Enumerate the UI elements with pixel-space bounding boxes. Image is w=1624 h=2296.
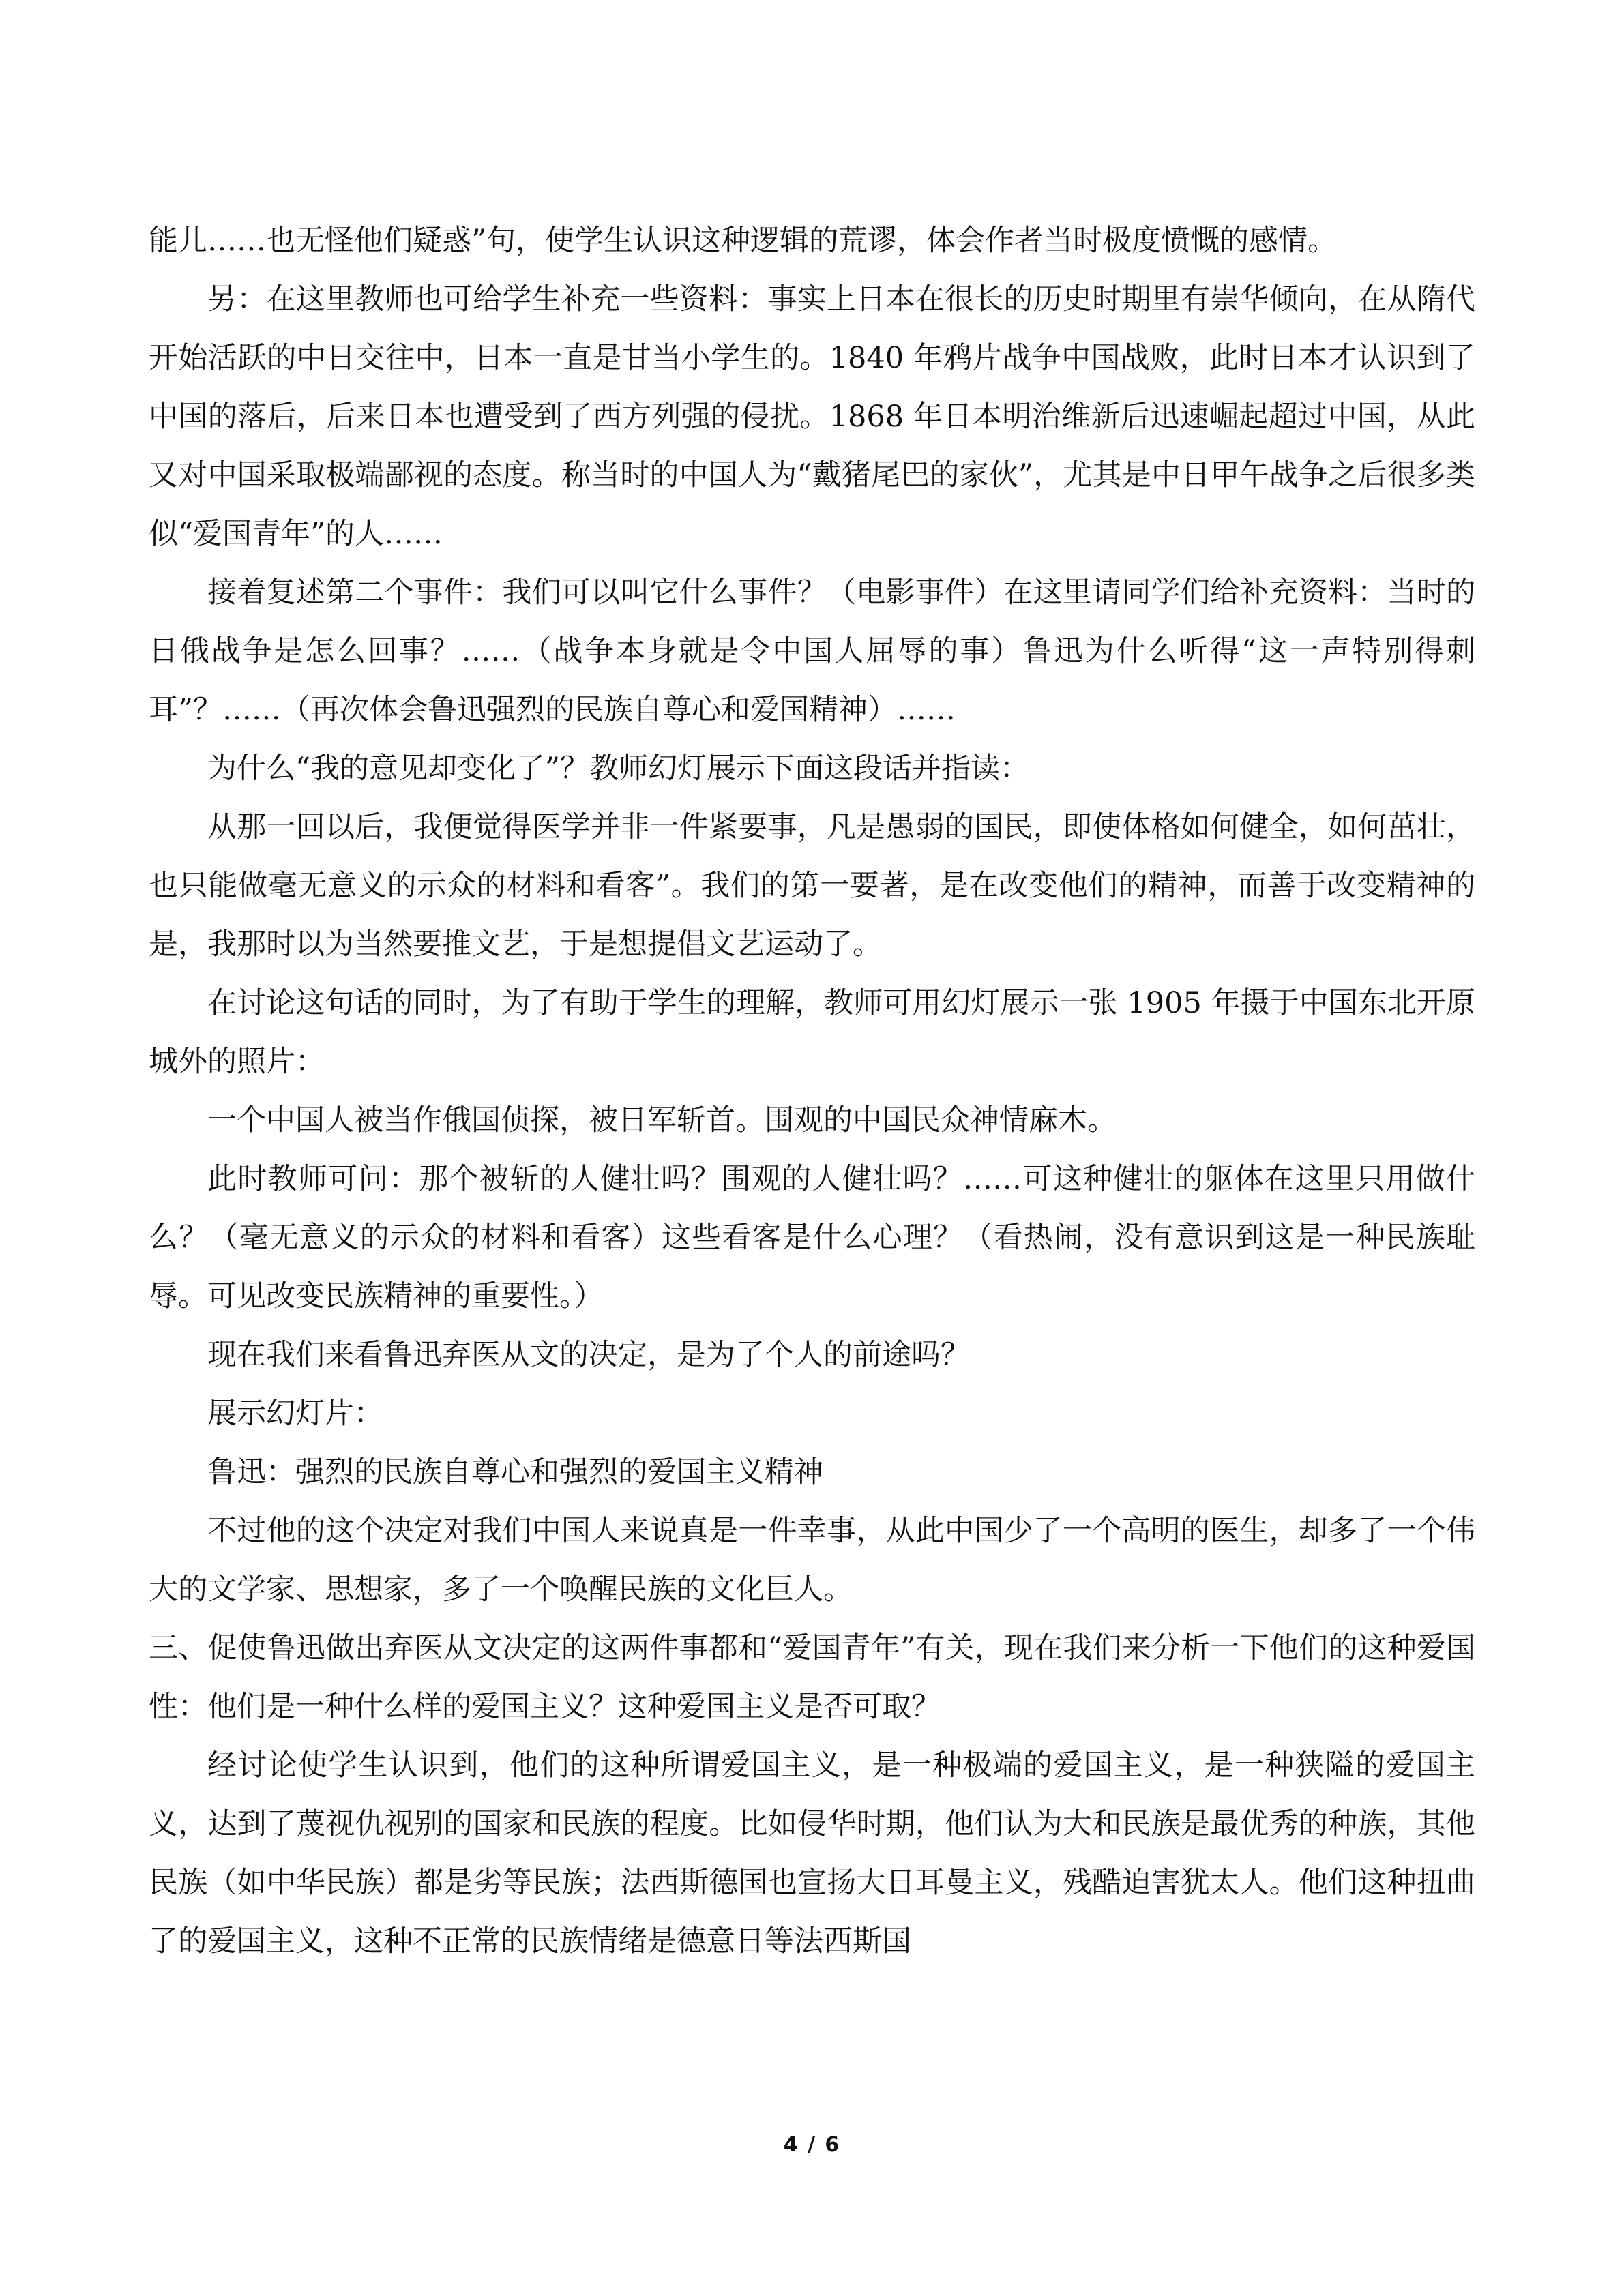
- paragraph-discussion: 经讨论使学生认识到，他们的这种所谓爱国主义，是一种极端的爱国主义，是一种狭隘的爱国主义，达到了蔑视仇视别的国家和民族的程度。比如侵华时期，他们认为大和民族是最优秀的种族，其他民族（如中华民族）都是劣等民族；法西斯德国也宣扬大日耳曼主义，残酷迫害犹太人。他们这种扭曲了的爱国主义，这种不正常的民族情绪是德意日等法西斯国: [149, 1748, 1475, 1958]
- paragraph-second-event: 接着复述第二个事件：我们可以叫它什么事件？（电影事件）在这里请同学们给补充资料：当时的日俄战争是怎么回事？……（战争本身就是令中国人屈辱的事）鲁迅为什么听得“这一声特别得刺耳”？……（再次体会鲁迅强烈的民族自尊心和爱国精神）……: [149, 576, 1475, 727]
- paragraph-fortunate-decision: 不过他的这个决定对我们中国人来说真是一件幸事，从此中国少了一个高明的医生，却多了一个伟大的文学家、思想家，多了一个唤醒民族的文化巨人。: [149, 1514, 1475, 1607]
- paragraph-continuation: 能儿……也无怪他们疑惑”句，使学生认识这种逻辑的荒谬，体会作者当时极度愤慨的感情。: [149, 224, 1337, 258]
- section-three-heading: 三、促使鲁迅做出弃医从文决定的这两件事都和“爱国青年”有关，现在我们来分析一下他们的这种爱国性：他们是一种什么样的爱国主义？这种爱国主义是否可取？: [149, 1631, 1475, 1724]
- paragraph-opinion-change: 为什么“我的意见却变化了”？教师幻灯展示下面这段话并指读：: [207, 751, 1029, 786]
- paragraph-photo-intro: 在讨论这句话的同时，为了有助于学生的理解，教师可用幻灯展示一张 1905 年摄于中国东北开原城外的照片：: [149, 986, 1475, 1079]
- paragraph-slide-label: 展示幻灯片：: [207, 1397, 383, 1431]
- paragraph-teacher-question: 此时教师可问：那个被斩的人健壮吗？围观的人健壮吗？……可这种健壮的躯体在这里只用做什么？（毫无意义的示众的材料和看客）这些看客是什么心理？（看热闹，没有意识到这是一种民族耻辱。可见改变民族精神的重要性。）: [149, 1162, 1475, 1313]
- paragraph-decision-question: 现在我们来看鲁迅弃医从文的决定，是为了个人的前途吗？: [207, 1338, 970, 1372]
- paragraph-supplement-history: 另：在这里教师也可给学生补充一些资料：事实上日本在很长的历史时期里有崇华倾向，在从隋代开始活跃的中日交往中，日本一直是甘当小学生的。1840 年鸦片战争中国战败，此时日本才认识到了中国的落后，后来日本也遭受到了西方列强的侵扰。1868 年日本明治维新后迅速崛起超过中国，从此又对中国采取极端鄙视的态度。称当时的中国人为“戴猪尾巴的家伙”，尤其是中日甲午战争之后很多类似“爱国青年”的人……: [149, 282, 1475, 551]
- paragraph-quote: 从那一回以后，我便觉得医学并非一件紧要事，凡是愚弱的国民，即使体格如何健全，如何茁壮，也只能做毫无意义的示众的材料和看客”。我们的第一要著，是在改变他们的精神，而善于改变精神的是，我那时以为当然要推文艺，于是想提倡文艺运动了。: [149, 810, 1475, 961]
- paragraph-slide-content: 鲁迅：强烈的民族自尊心和强烈的爱国主义精神: [207, 1455, 823, 1489]
- paragraph-photo-caption: 一个中国人被当作俄国侦探，被日军斩首。围观的中国民众神情麻木。: [207, 1103, 1117, 1137]
- page-number: 4 / 6: [783, 2133, 841, 2157]
- document-body: [149, 211, 1475, 1971]
